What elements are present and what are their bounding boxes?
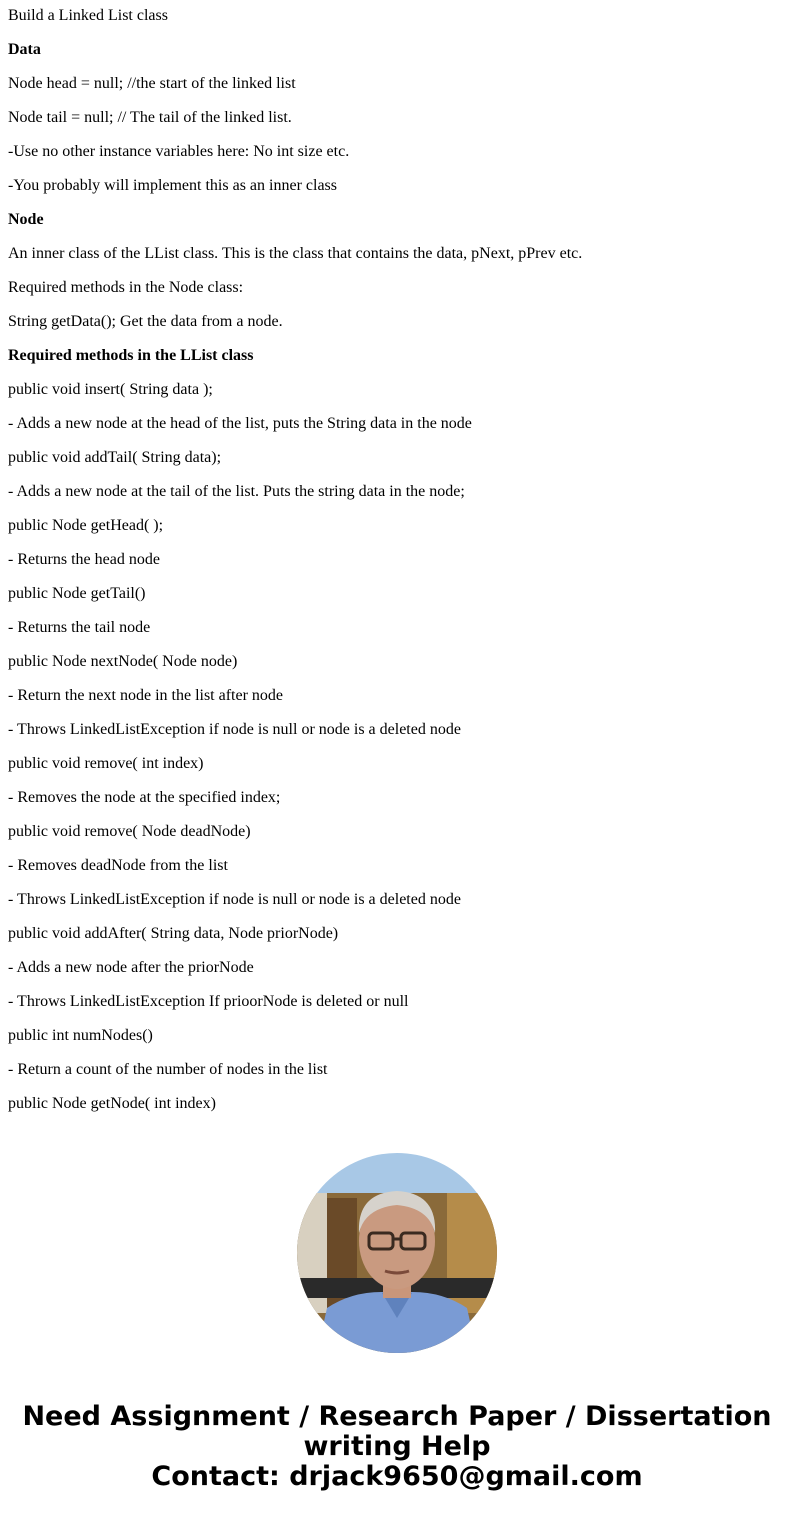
body-text-line: public void addTail( String data); — [8, 449, 222, 466]
body-text-line: - Throws LinkedListException if node is null or node is a deleted node — [8, 891, 461, 908]
body-text-line: public Node nextNode( Node node) — [8, 653, 238, 670]
section-heading: Required methods in the LList class — [8, 347, 254, 364]
section-heading: Node — [8, 211, 44, 228]
body-text-line: - Return a count of the number of nodes in the list — [8, 1061, 328, 1078]
body-text-line: - Removes the node at the specified index; — [8, 789, 281, 806]
body-text-line: Required methods in the Node class: — [8, 279, 244, 296]
body-text-line: -You probably will implement this as an inner class — [8, 177, 337, 194]
body-text-line: String getData(); Get the data from a node. — [8, 313, 283, 330]
document-body — [8, 0, 788, 1122]
body-text-line: public void addAfter( String data, Node priorNode) — [8, 925, 339, 942]
body-text-line: public int numNodes() — [8, 1027, 153, 1044]
body-text-line: - Adds a new node at the tail of the list. Puts the string data in the node; — [8, 483, 465, 500]
body-text-line: -Use no other instance variables here: No int size etc. — [8, 143, 350, 160]
body-text-line: public Node getHead( ); — [8, 517, 164, 534]
body-text-line: public void remove( Node deadNode) — [8, 823, 251, 840]
contact-banner — [0, 1402, 794, 1492]
avatar-image — [297, 1153, 497, 1353]
body-text-line: Node head = null; //the start of the linked list — [8, 75, 296, 92]
footer-contact-email[interactable]: Contact: drjack9650@gmail.com — [151, 1461, 643, 1492]
body-text-line: - Adds a new node at the head of the list, puts the String data in the node — [8, 415, 472, 432]
body-text-line: - Adds a new node after the priorNode — [8, 959, 254, 976]
body-text-line: public Node getTail() — [8, 585, 146, 602]
author-photo — [297, 1153, 497, 1353]
body-text-line: - Throws LinkedListException if node is null or node is a deleted node — [8, 721, 461, 738]
body-text-line: public void remove( int index) — [8, 755, 204, 772]
body-text-line: Build a Linked List class — [8, 7, 168, 24]
body-text-line: public Node getNode( int index) — [8, 1095, 216, 1112]
footer-line-2: writing Help — [303, 1431, 491, 1462]
body-text-line: - Returns the tail node — [8, 619, 151, 636]
body-text-line: public void insert( String data ); — [8, 381, 213, 398]
body-text-line: Node tail = null; // The tail of the linked list. — [8, 109, 292, 126]
body-text-line: - Throws LinkedListException If prioorNode is deleted or null — [8, 993, 409, 1010]
body-text-line: An inner class of the LList class. This is the class that contains the data, pNext, pPrev etc. — [8, 245, 583, 262]
body-text-line: - Return the next node in the list after node — [8, 687, 284, 704]
body-text-line: - Returns the head node — [8, 551, 160, 568]
body-text-line: - Removes deadNode from the list — [8, 857, 228, 874]
footer-line-1: Need Assignment / Research Paper / Dissertation — [22, 1401, 772, 1432]
section-heading: Data — [8, 41, 41, 58]
